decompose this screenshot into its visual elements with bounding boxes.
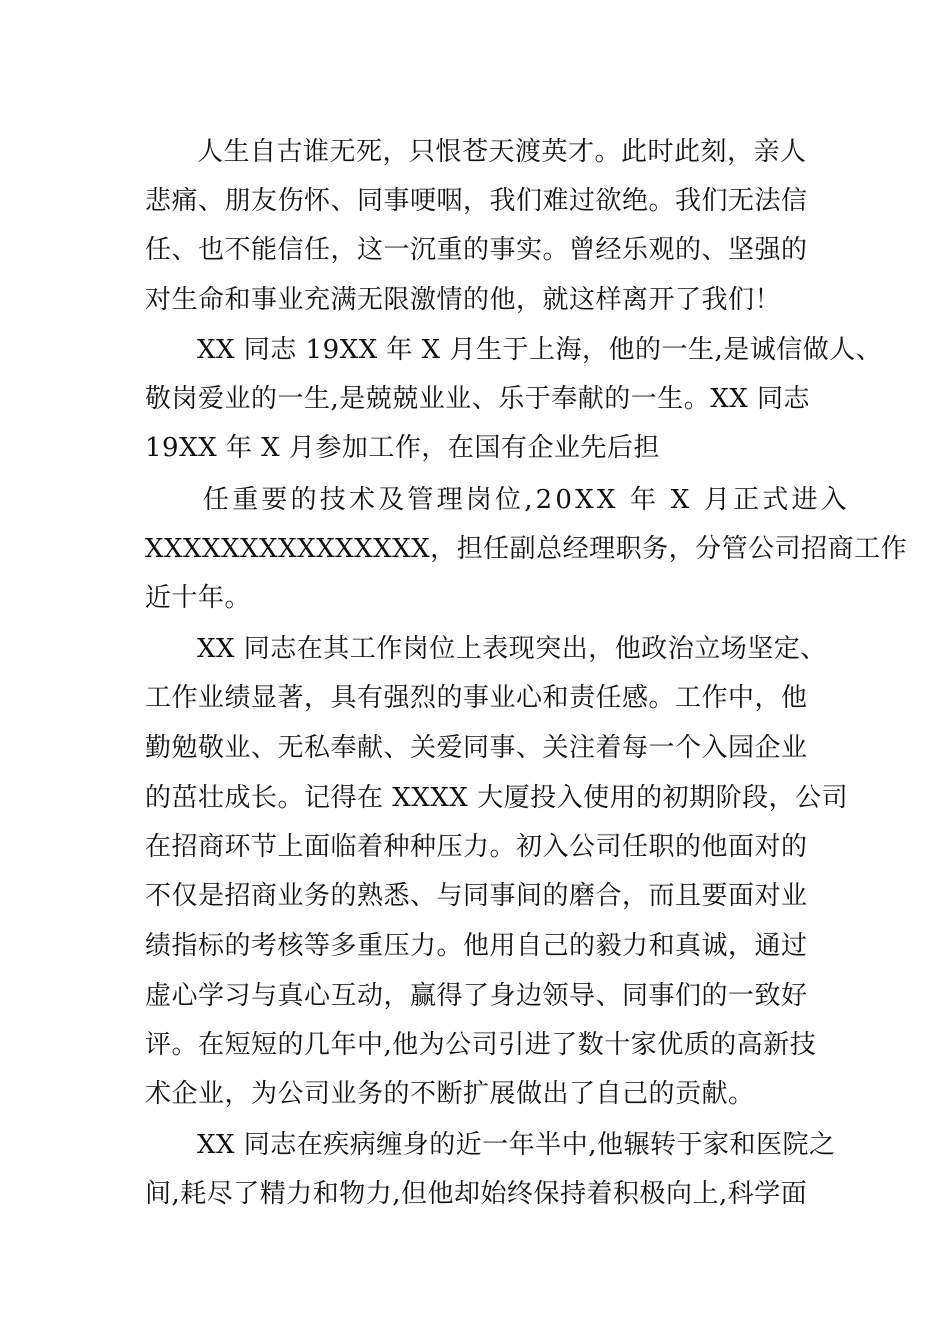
text-line: 评。在短短的几年中,他为公司引进了数十家优质的高新技 [145, 1030, 817, 1060]
text-line: 绩指标的考核等多重压力。他用自己的毅力和真诚，通过 [145, 931, 808, 961]
text-line: XX 同志在其工作岗位上表现突出，他政治立场坚定、 [197, 634, 827, 664]
text-line: 不仅是招商业务的熟悉、与同事间的磨合，而且要面对业 [145, 881, 808, 911]
text-line: 工作业绩显著，具有强烈的事业心和责任感。工作中，他 [145, 683, 808, 713]
text-line: XX 同志在疾病缠身的近一年半中,他辗转于家和医院之 [197, 1130, 836, 1160]
text-line: 任重要的技术及管理岗位,20XX 年 X 月正式进入 [203, 485, 850, 515]
text-line: 的茁壮成长。记得在 XXXX 大厦投入使用的初期阶段，公司 [145, 783, 849, 813]
text-line: 术企业，为公司业务的不断扩展做出了自己的贡献。 [145, 1079, 755, 1109]
text-line: 人生自古谁无死，只恨苍天渡英才。此时此刻，亲人 [197, 137, 807, 167]
text-line: XX 同志 19XX 年 X 月生于上海，他的一生,是诚信做人、 [197, 335, 883, 365]
text-line: 间,耗尽了精力和物力,但他却始终保持着积极向上,科学面 [145, 1179, 808, 1209]
text-line: 虚心学习与真心互动，赢得了身边领导、同事们的一致好 [145, 981, 808, 1011]
text-line: XXXXXXXXXXXXXXX，担任副总经理职务，分管公司招商工作 [145, 534, 908, 564]
text-line: 敬岗爱业的一生,是兢兢业业、乐于奉献的一生。XX 同志 [145, 384, 811, 414]
text-line: 在招商环节上面临着种种压力。初入公司任职的他面对的 [145, 832, 808, 862]
text-line: 对生命和事业充满无限激情的他，就这样离开了我们！ [145, 285, 782, 315]
text-line: 任、也不能信任，这一沉重的事实。曾经乐观的、坚强的 [145, 235, 808, 265]
text-line: 近十年。 [145, 583, 252, 613]
text-line: 勤勉敬业、无私奉献、关爱同事、关注着每一个入园企业 [145, 733, 808, 763]
text-line: 悲痛、朋友伤怀、同事哽咽，我们难过欲绝。我们无法信 [145, 186, 808, 216]
text-line: 19XX 年 X 月参加工作，在国有企业先后担 [145, 433, 660, 463]
